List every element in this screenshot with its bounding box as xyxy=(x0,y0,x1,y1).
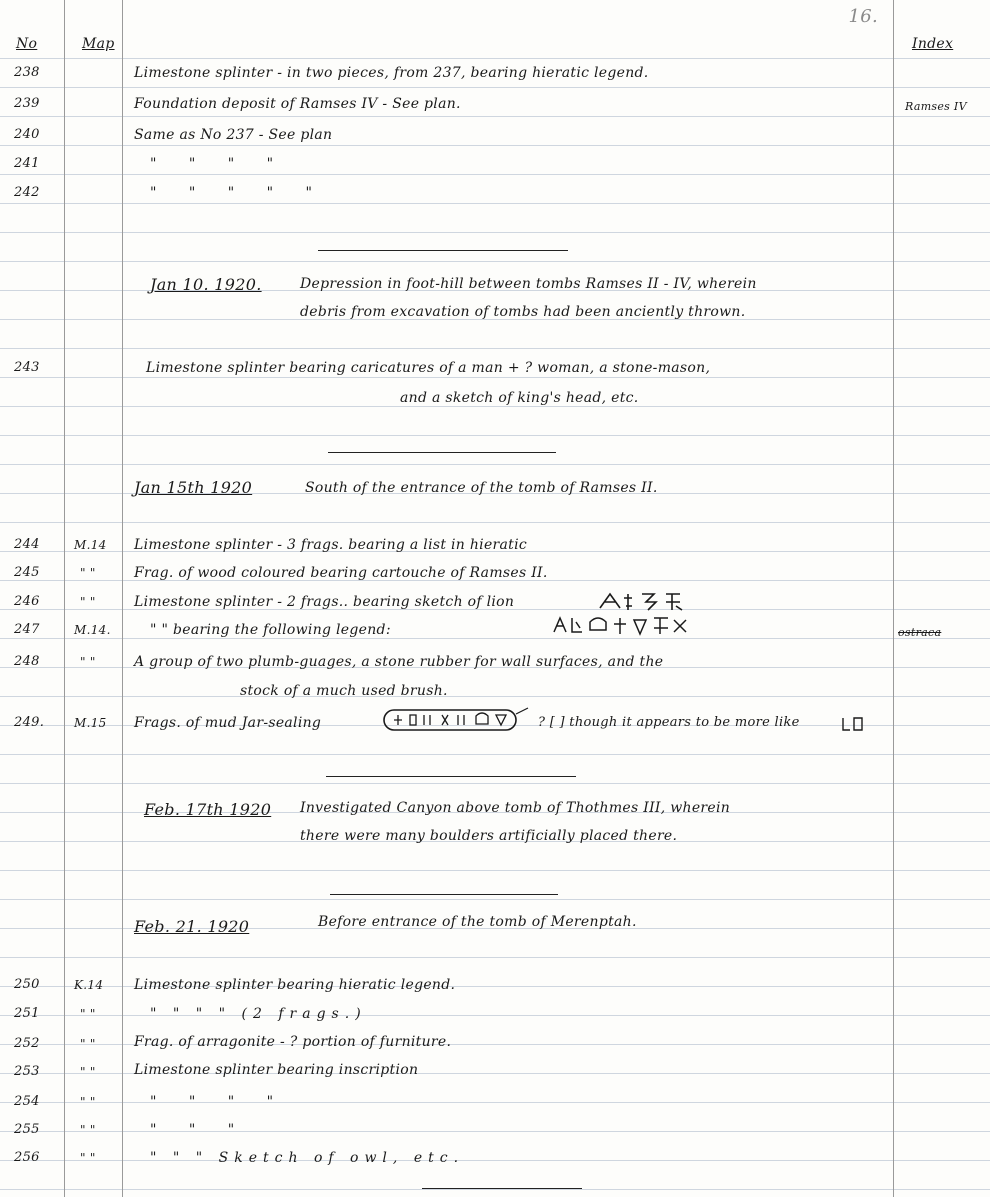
entry-description: " " " " xyxy=(150,156,288,172)
header-map: Map xyxy=(82,36,115,52)
ruled-line xyxy=(0,435,990,436)
entry-description: Limestone splinter - 2 frags.. bearing sketch of lion xyxy=(134,594,515,610)
entry-number: 241 xyxy=(14,156,40,171)
entry-number: 238 xyxy=(14,65,40,80)
ruled-line xyxy=(0,870,990,871)
ruled-line xyxy=(0,696,990,697)
entry-description-continued: stock of a much used brush. xyxy=(240,683,448,699)
ruled-line xyxy=(0,116,990,117)
entry-map-ref: " " xyxy=(80,1007,96,1021)
entry-description: Limestone splinter bearing caricatures of a man + ? woman, a stone-mason, xyxy=(146,360,711,376)
hieroglyph-legend-icon xyxy=(550,614,690,638)
ruled-line xyxy=(0,1131,990,1132)
section-divider xyxy=(328,452,556,453)
ruled-line xyxy=(0,203,990,204)
entry-description: Limestone splinter bearing inscription xyxy=(134,1062,419,1078)
ruled-line xyxy=(0,1102,990,1103)
entry-description: Frag. of arragonite - ? portion of furniture. xyxy=(134,1034,452,1050)
note-text-continued: there were many boulders artificially placed there. xyxy=(300,828,678,844)
ruled-line xyxy=(0,522,990,523)
ruled-line xyxy=(0,638,990,639)
ruled-line xyxy=(0,174,990,175)
entry-number: 255 xyxy=(14,1122,40,1137)
entry-description: A group of two plumb-guages, a stone rubber for wall surfaces, and the xyxy=(134,654,664,670)
margin-rule-left xyxy=(64,0,65,1197)
entry-map-ref: " " xyxy=(80,655,96,669)
ruled-line xyxy=(0,783,990,784)
ruled-line xyxy=(0,1160,990,1161)
seal-impression-icon xyxy=(382,706,530,736)
entry-number: 246 xyxy=(14,594,40,609)
margin-rule-index xyxy=(893,0,894,1197)
ruled-line xyxy=(0,87,990,88)
entry-number: 242 xyxy=(14,185,40,200)
entry-number: 252 xyxy=(14,1036,40,1051)
note-text-continued: debris from excavation of tombs had been anciently thrown. xyxy=(300,304,746,320)
entry-description-note: ? [ ] though it appears to be more like xyxy=(538,715,800,730)
entry-map-ref: " " xyxy=(80,566,96,580)
entry-description: Limestone splinter - 3 frags. bearing a list in hieratic xyxy=(134,537,528,553)
entry-description: Frags. of mud Jar-sealing xyxy=(134,715,322,731)
entry-description-continued: and a sketch of king's head, etc. xyxy=(400,390,639,406)
entry-description: " " " " (2 frags.) xyxy=(150,1006,367,1022)
entry-index: ostraca xyxy=(898,626,942,639)
entry-description: Frag. of wood coloured bearing cartouche of Ramses II. xyxy=(134,565,548,581)
entry-number: 251 xyxy=(14,1006,40,1021)
ruled-line xyxy=(0,348,990,349)
entry-map-ref: M.15 xyxy=(74,716,107,730)
entry-description: " " bearing the following legend: xyxy=(150,622,391,638)
ruled-line xyxy=(0,754,990,755)
ruled-line xyxy=(0,899,990,900)
entry-number: 254 xyxy=(14,1094,40,1109)
note-date: Jan 15th 1920 xyxy=(134,478,253,497)
entry-number: 244 xyxy=(14,537,40,552)
hieroglyph-sketch-icon xyxy=(596,588,692,614)
ruled-line xyxy=(0,1189,990,1190)
entry-map-ref: " " xyxy=(80,1037,96,1051)
entry-number: 245 xyxy=(14,565,40,580)
entry-map-ref: " " xyxy=(80,1151,96,1165)
entry-map-ref: " " xyxy=(80,1123,96,1137)
note-text: Investigated Canyon above tomb of Thothmes III, wherein xyxy=(300,800,731,816)
ruled-line xyxy=(0,464,990,465)
entry-description: Limestone splinter bearing hieratic legend. xyxy=(134,977,456,993)
entry-number: 248 xyxy=(14,654,40,669)
header-index: Index xyxy=(912,36,954,52)
sign-sketch-icon xyxy=(840,714,866,734)
ruled-line xyxy=(0,232,990,233)
section-divider xyxy=(326,776,576,777)
ruled-line xyxy=(0,957,990,958)
note-text: Depression in foot-hill between tombs Ramses II - IV, wherein xyxy=(300,276,757,292)
ruled-line xyxy=(0,145,990,146)
entry-description: " " " " " xyxy=(150,185,326,201)
entry-description: " " " " xyxy=(150,1094,288,1110)
entry-map-ref: " " xyxy=(80,1095,96,1109)
ruled-line xyxy=(0,1015,990,1016)
ruled-line xyxy=(0,406,990,407)
entry-map-ref: M.14. xyxy=(74,623,111,637)
note-date: Feb. 17th 1920 xyxy=(144,800,272,819)
section-divider xyxy=(330,894,558,895)
entry-description: Same as No 237 - See plan xyxy=(134,127,333,143)
entry-map-ref: " " xyxy=(80,595,96,609)
entry-index: Ramses IV xyxy=(905,100,967,113)
note-date: Feb. 21. 1920 xyxy=(134,917,250,936)
entry-number: 249. xyxy=(14,715,45,730)
ruled-line xyxy=(0,377,990,378)
page-number: 16. xyxy=(848,6,878,27)
entry-map-ref: " " xyxy=(80,1065,96,1079)
entry-description: Foundation deposit of Ramses IV - See plan. xyxy=(134,96,461,112)
header-no: No xyxy=(16,36,38,52)
entry-description: " " " xyxy=(150,1122,249,1138)
entry-number: 250 xyxy=(14,977,40,992)
entry-map-ref: M.14 xyxy=(74,538,107,552)
note-text: Before entrance of the tomb of Merenptah. xyxy=(318,914,637,930)
entry-number: 247 xyxy=(14,622,40,637)
entry-number: 256 xyxy=(14,1150,40,1165)
note-date: Jan 10. 1920. xyxy=(150,275,262,294)
section-divider xyxy=(318,250,568,251)
entry-number: 239 xyxy=(14,96,40,111)
section-divider xyxy=(422,1188,582,1189)
entry-number: 240 xyxy=(14,127,40,142)
entry-map-ref: K.14 xyxy=(74,978,104,992)
entry-description: " " " Sketch of owl, etc. xyxy=(150,1150,465,1166)
entry-number: 253 xyxy=(14,1064,40,1079)
ruled-line xyxy=(0,261,990,262)
ruled-line xyxy=(0,58,990,59)
entry-number: 243 xyxy=(14,360,40,375)
note-text: South of the entrance of the tomb of Ramses II. xyxy=(305,480,658,496)
entry-description: Limestone splinter - in two pieces, from 237, bearing hieratic legend. xyxy=(134,65,649,81)
